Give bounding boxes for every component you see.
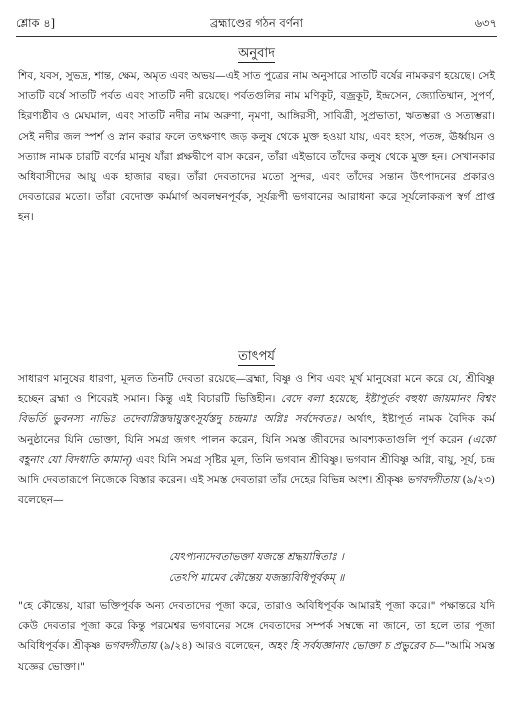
purport-text: সাধারণ মানুষের ধারণা, মূলত তিনটি দেবতা রয়েছে—ব্রহ্মা, বিষ্ণু ও শিব এবং মূর্খ মানুষেরা মনে করে যে, শ্রীবিষ্ণু হচ্ছেন ব্রহ্মা ও শিবেরই সমান। কিন্তু এই বিচারটি ভিত্তিহীন।: [18, 373, 495, 406]
book-title: ভগবদ্গীতায়: [406, 474, 460, 487]
verse-line-2: তেঽপি মামেব কৌন্তেয় যজন্ত্যবিধিপূর্বকম্ ॥: [168, 572, 345, 584]
translation-text: শিব, যবস, সুভদ্র, শান্ত, ক্ষেম, অমৃত এবং অভয়—এই সাত পুত্রের নাম অনুসারে সাতটি বর্ষের নামকরণ হয়েছে। সেই সাতটি বর্ষে সাতটি পর্বত এবং সাতটি নদী রয়েছে। পর্বতগুলির নাম মণিকূট, বজ্রকূট, ইন্দ্রসেন, জ্যোতিষ্মান, সুপর্ণ, হিরণ্যষ্ঠীব ও মেঘমাল, এবং সাতটি নদীর নাম অরুণা, নৃমণা, আঙ্গিরসী, সাবিত্রী, সুপ্রভাতা, ঋতম্ভরা ও সত্যম্ভরা। সেই নদীর জল স্পর্শ ও স্নান করার ফলে তৎক্ষণাৎ জড় কলুষ থেকে মুক্ত হওয়া যায়, এবং হংস, পতঙ্গ, ঊর্ধ্বায়ন ও সত্যাঙ্গ নামক চারটি বর্ণের মানুষ যাঁরা প্লক্ষদ্বীপে বাস করেন, তাঁরা এইভাবে তাঁদের কলুষ থেকে মুক্ত হন। সেখানকার অধিবাসীদের আয়ু এক হাজার বছর। তাঁরা দেবতাদের মতো সুন্দর, এবং তাঁদের সন্তান উৎপাদনের প্রকারও দেবতারের মতো। তাঁরা বেদোক্ত কর্মমার্গ অবলম্বনপূর্বক, সূর্যরূপী ভগবানের আরাধনা করে সূর্যলোকরূপ স্বর্গ প্রাপ্ত হন।: [18, 70, 495, 224]
header-divider: [16, 36, 497, 37]
purport-text: অর্থাৎ, ইষ্টাপূর্ত নামক বৈদিক কর্ম অনুষ্ঠানের যিনি ভোক্তা, যিনি সমগ্র জগৎ পালন করেন, যিনি সমস্ত জীবদের আবশ্যকতাগুলি পূর্ণ করেন: [18, 413, 496, 446]
verse-line-1: যেঽপ্যন্যদেবতাভক্তা যজন্তে শ্রদ্ধয়ান্বিতাঃ ।: [169, 551, 344, 563]
sanskrit-quote: (একো বহূনাং যো বিদধাতি কামান্): [18, 433, 495, 466]
translation-paragraph: [18, 66, 495, 228]
vedic-quote: বেদে বলা হয়েছে, ইষ্টাপূর্তং বহুধা জায়মানং বিশ্বং বিভর্তি ভুবনস্য নাভিঃ তদেবাগ্নিস্তদ্বায়ুস্তৎসূর্যস্তদু চন্দ্রমাঃ অগ্নিঃ সর্বদেবতঃ।: [18, 393, 495, 426]
purport-heading: তাৎপর্য: [238, 349, 275, 364]
purport-text: (৯/২৪) আরও বলেছেন,: [156, 640, 268, 653]
purport-paragraph-1: [18, 369, 495, 510]
sanskrit-quote: অহং হি সর্বযজ্ঞানাং ভোক্তা চ প্রভুরেব চ: [267, 640, 435, 653]
purport-text: "হে কৌন্তেয়, যারা ভক্তিপূর্বক অন্য দেবতাদের পূজা করে, তারাও অবিধিপূর্বক আমারই পূজা করে।" পক্ষান্তরে যদি কেউ দেবতার পূজা করে কিন্তু পরমেশ্বর ভগবানের সঙ্গে দেবতাদের সম্পর্ক সম্বন্ধে না জানে, তা হলে তার পূজা অবিধিপূর্বক। শ্রীকৃষ্ণ: [18, 600, 495, 653]
verse-reference: শ্লোক ৪]: [16, 16, 56, 30]
chapter-title: ব্রহ্মাণ্ডের গঠন বর্ণনা: [210, 16, 303, 30]
gita-verse: [0, 547, 513, 589]
purport-text: (৯/২৩) বলেছেন—: [18, 474, 496, 507]
purport-text: —"আমি সমস্ত যজ্ঞের ভোক্তা।": [18, 640, 495, 673]
page-number: ৬৩৭: [474, 16, 497, 30]
purport-paragraph-2: [18, 596, 495, 677]
purport-text: এবং যিনি সমগ্র সৃষ্টির মূল, তিনি ভগবান শ্রীবিষ্ণু। ভগবান শ্রীবিষ্ণু অগ্নি, বায়ু, সূর্য, চন্দ্র আদি দেবতারূপে নিজেকে বিস্তার করেন। এই সমস্ত দেবতারা তাঁর দেহের বিভিন্ন অংশ। শ্রীকৃষ্ণ: [18, 453, 496, 487]
translation-heading: অনুবাদ: [238, 46, 275, 61]
book-title: ভগবদ্গীতায়: [104, 640, 157, 653]
page-header: [16, 14, 497, 32]
